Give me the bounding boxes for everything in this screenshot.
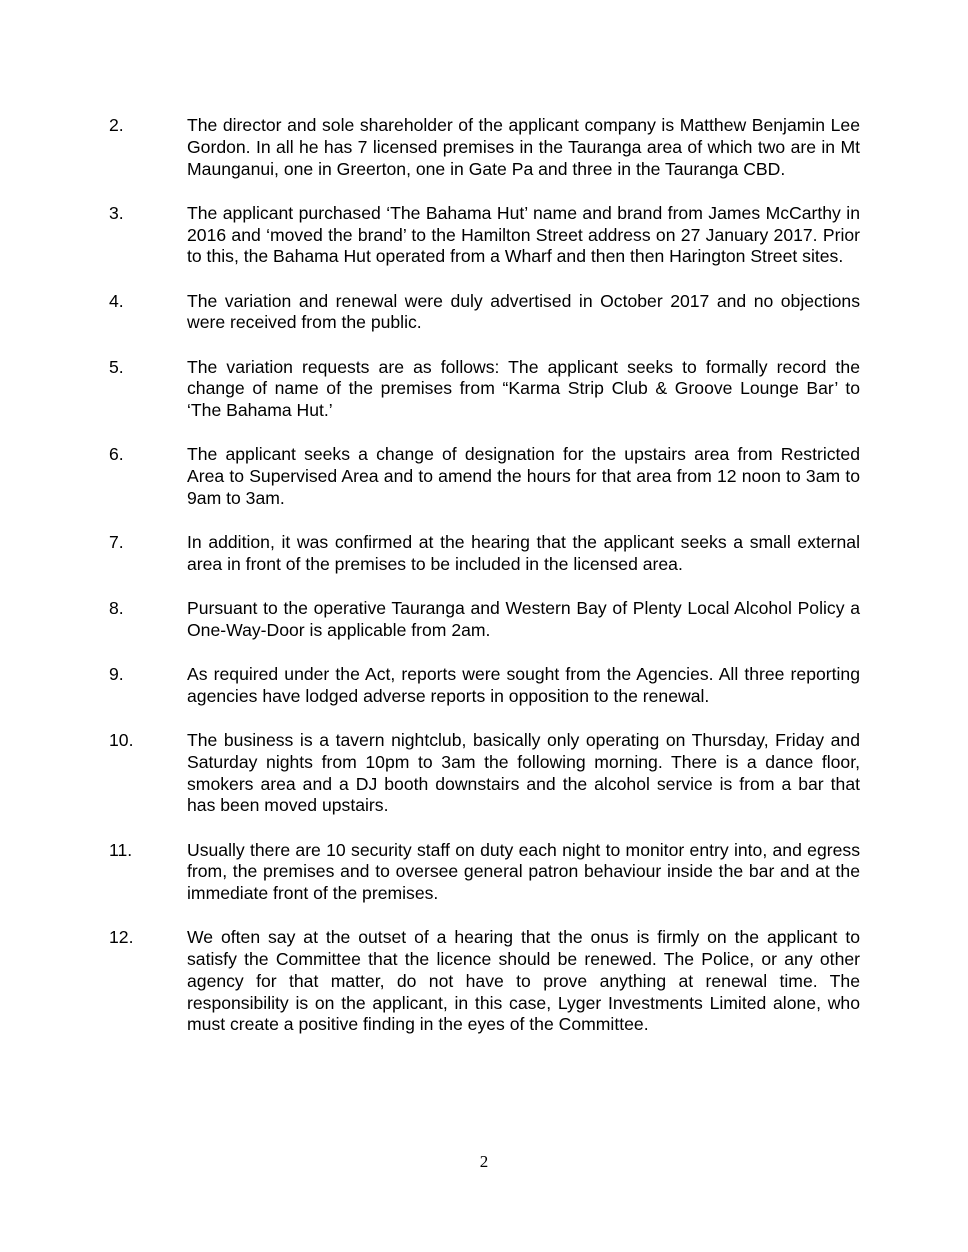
numbered-paragraph-list: [0, 115, 968, 1059]
paragraph-number: 10.: [109, 730, 134, 750]
paragraph-text: As required under the Act, reports were sought from the Agencies. All three reporting agencies have lodged adverse reports in opposition to the renewal.: [187, 664, 860, 706]
paragraph-text: Usually there are 10 security staff on duty each night to monitor entry into, and egress from, the premises and to oversee general patron behaviour inside the bar and at the immediate front of the premises.: [187, 839, 860, 903]
paragraph-text: The variation and renewal were duly advertised in October 2017 and no objections were received from the public.: [187, 290, 860, 333]
paragraph-number: 11.: [109, 839, 133, 860]
page-number: 2: [479, 1152, 489, 1171]
paragraph-text: The director and sole shareholder of the applicant company is Matthew Benjamin Lee Gordon. In all he has 7 licensed premises in the Tauranga area of which two are in Mt Maunganui, one in Greerton, one in Gate Pa and three in the Tauranga CBD.: [187, 115, 860, 179]
paragraph-number: 5.: [109, 356, 124, 377]
paragraph-number: 2.: [109, 115, 124, 135]
paragraph-3: [0, 203, 968, 268]
paragraph-7: [0, 532, 968, 576]
paragraph-2: [0, 115, 968, 180]
paragraph-10: [0, 730, 968, 817]
paragraph-4: [0, 291, 968, 335]
paragraph-5: [0, 357, 968, 422]
paragraph-text: The variation requests are as follows: The applicant seeks to formally record the change of name of the premises from “Karma Strip Club & Groove Lounge Bar’ to ‘The Bahama Hut.’: [187, 356, 860, 420]
paragraph-number: 9.: [109, 664, 124, 684]
paragraph-text: We often say at the outset of a hearing that the onus is firmly on the applicant to satisfy the Committee that the licence should be renewed. The Police, or any other agency for that matter, do not have to prove anything at renewal time. The responsibility is on the applicant, in this case, Lyger Investments Limited alone, who must create a positive finding in the eyes of the Committee.: [187, 927, 860, 1035]
paragraph-text: Pursuant to the operative Tauranga and Western Bay of Plenty Local Alcohol Policy a One-Way-Door is applicable from 2am.: [187, 598, 860, 640]
paragraph-number: 4.: [109, 290, 124, 311]
paragraph-text: The applicant seeks a change of designation for the upstairs area from Restricted Area to Supervised Area and to amend the hours for that area from 12 noon to 3am to 9am to 3am.: [187, 444, 860, 508]
paragraph-number: 12.: [109, 927, 134, 948]
paragraph-number: 6.: [109, 444, 124, 465]
paragraph-number: 3.: [109, 202, 124, 223]
paragraph-text: In addition, it was confirmed at the hearing that the applicant seeks a small external area in front of the premises to be included in the licensed area.: [187, 532, 860, 574]
paragraph-6: [0, 444, 968, 509]
paragraph-text: The applicant purchased ‘The Bahama Hut’ name and brand from James McCarthy in 2016 and ‘moved the brand’ to the Hamilton Street address on 27 January 2017. Prior to this, the Bahama Hut operated from a Wharf and then then Harington Street sites.: [187, 202, 860, 267]
paragraph-12: [0, 927, 968, 1036]
paragraph-number: 7.: [109, 532, 124, 552]
paragraph-number: 8.: [109, 598, 124, 618]
paragraph-text: The business is a tavern nightclub, basically only operating on Thursday, Friday and Saturday nights from 10pm to 3am the following morning. There is a dance floor, smokers area and a DJ booth downstairs and the alcohol service is from a bar that has been moved upstairs.: [187, 730, 860, 816]
paragraph-11: [0, 840, 968, 905]
paragraph-9: [0, 664, 968, 708]
paragraph-8: [0, 598, 968, 642]
